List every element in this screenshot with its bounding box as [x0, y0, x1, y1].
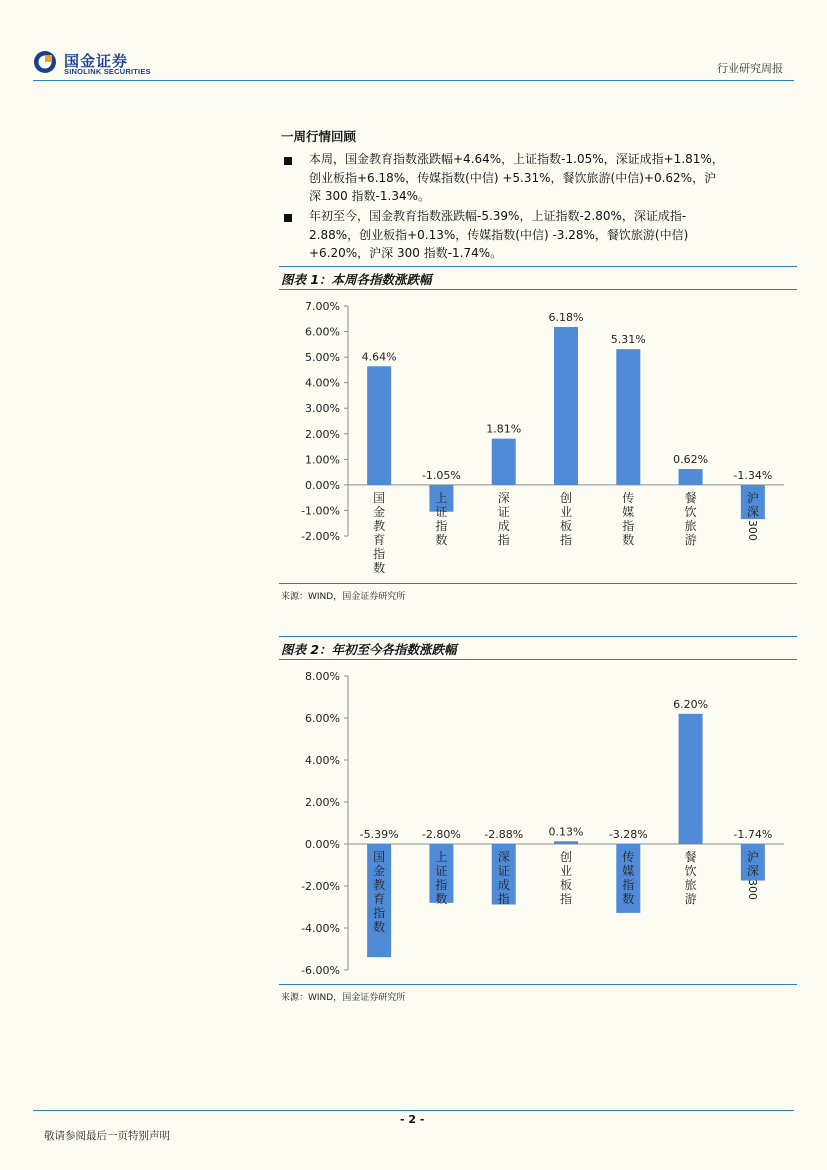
x-category-char: 餐	[684, 490, 697, 505]
x-category-char: 指	[373, 546, 386, 561]
x-category-number: 300	[745, 519, 759, 541]
x-category-char: 数	[622, 892, 635, 906]
x-category-char: 证	[435, 864, 448, 878]
x-category-label	[685, 490, 697, 547]
paragraph-ytd	[309, 207, 789, 263]
x-category-char: 饮	[684, 504, 697, 519]
x-category-char: 游	[684, 892, 697, 906]
figure-1-title-rule	[279, 289, 797, 290]
x-category-label	[498, 491, 510, 547]
x-category-char: 餐	[684, 850, 697, 864]
bullet-marker	[284, 214, 292, 222]
logo-text-cn: 国金证券	[64, 52, 129, 70]
x-category-char: 媒	[622, 504, 635, 519]
x-category-char: 国	[373, 490, 386, 505]
figure-1-title: 图表 1：本周各指数涨跌幅	[281, 272, 432, 287]
data-label: -5.39%	[359, 828, 399, 841]
x-category-char: 游	[684, 532, 697, 547]
x-category-char: 上	[435, 490, 448, 505]
y-tick-label: 7.00%	[305, 300, 340, 313]
report-type-label: 行业研究周报	[717, 62, 783, 75]
chart-weekly-returns	[279, 292, 797, 582]
x-category-char: 创	[559, 490, 573, 505]
logo-icon	[33, 50, 57, 74]
page-number: - 2 -	[400, 1113, 425, 1126]
bar	[616, 349, 640, 485]
data-label: -2.88%	[484, 828, 524, 841]
figure-1-top-rule	[279, 266, 797, 267]
x-category-label	[373, 491, 385, 575]
y-tick-label: -2.00%	[301, 530, 340, 543]
x-category-label	[373, 850, 385, 934]
x-category-char: 深	[497, 490, 510, 505]
x-category-char: 数	[435, 532, 448, 547]
x-category-label	[435, 849, 447, 906]
x-category-char: 旅	[684, 878, 697, 892]
paragraph-line: 年初至今，国金教育指数涨跌幅-5.39%，上证指数-2.80%，深证成指-	[309, 209, 687, 223]
x-category-label	[685, 849, 697, 906]
x-category-char: 指	[622, 518, 635, 533]
x-category-char: 指	[559, 892, 573, 906]
bar	[554, 327, 578, 485]
bar	[367, 366, 391, 485]
x-category-char: 沪	[746, 490, 759, 505]
y-tick-label: 0.00%	[305, 838, 340, 851]
bar	[554, 841, 578, 844]
chart-ytd-returns	[279, 662, 797, 982]
paragraph-line: 2.88%，创业板指+0.13%，传媒指数(中信) -3.28%，餐饮旅游(中信)	[309, 227, 689, 242]
x-category-char: 证	[435, 504, 448, 519]
x-category-label	[622, 490, 634, 547]
x-category-char: 数	[622, 532, 635, 547]
data-label: 5.31%	[610, 333, 646, 347]
x-category-char: 业	[559, 504, 573, 519]
x-category-char: 成	[497, 518, 510, 533]
x-category-char: 指	[435, 518, 448, 533]
x-category-char: 数	[373, 920, 386, 934]
y-tick-label: 2.00%	[305, 427, 340, 441]
data-label: 0.62%	[673, 453, 709, 467]
figure-1-bottom-rule	[279, 583, 797, 584]
y-tick-label: 6.00%	[305, 712, 340, 725]
x-category-char: 指	[559, 532, 573, 547]
y-tick-label: -6.00%	[301, 964, 340, 977]
paragraph-line: 创业板指+6.18%，传媒指数(中信) +5.31%，餐饮旅游(中信)+0.62%，沪	[309, 170, 717, 185]
figure-2-source: 来源：WIND，国金证券研究所	[281, 993, 406, 1003]
x-category-char: 深	[497, 850, 510, 864]
x-category-char: 证	[497, 504, 510, 519]
x-category-char: 数	[373, 560, 386, 575]
x-category-char: 媒	[622, 864, 635, 878]
data-label: -2.80%	[421, 828, 461, 841]
y-tick-label: 5.00%	[305, 351, 340, 365]
bar	[679, 469, 703, 485]
data-label: 1.81%	[486, 422, 522, 436]
y-tick-label: -2.00%	[301, 880, 340, 893]
x-category-char: 教	[373, 518, 386, 533]
x-category-label	[560, 849, 572, 906]
y-tick-label: 8.00%	[305, 670, 340, 683]
x-category-char: 指	[497, 892, 510, 906]
x-category-char: 指	[435, 878, 448, 892]
x-category-char: 沪	[746, 850, 759, 864]
data-label: -1.05%	[421, 468, 461, 482]
x-category-char: 饮	[684, 864, 697, 878]
y-tick-label: 4.00%	[305, 376, 340, 390]
x-category-char: 数	[435, 892, 448, 906]
paragraph-line: 本周，国金教育指数涨跌幅+4.64%，上证指数-1.05%，深证成指+1.81%，	[309, 152, 724, 166]
y-tick-label: 6.00%	[305, 325, 340, 339]
paragraph-line: +6.20%，沪深 300 指数-1.74%。	[309, 246, 503, 260]
x-category-label	[746, 849, 759, 900]
paragraph-line: 深 300 指数-1.34%。	[309, 189, 430, 203]
x-category-char: 板	[559, 518, 573, 533]
x-category-char: 旅	[684, 518, 697, 533]
footer-divider	[33, 1110, 794, 1111]
x-category-number: 300	[745, 879, 759, 900]
x-category-char: 传	[622, 490, 635, 505]
figure-2-top-rule	[279, 636, 797, 637]
y-tick-label: 2.00%	[305, 796, 340, 809]
x-category-char: 金	[373, 864, 386, 878]
data-label: 4.64%	[361, 350, 397, 364]
x-category-label	[435, 490, 447, 547]
x-category-char: 板	[559, 878, 573, 892]
x-category-label	[622, 849, 634, 906]
paragraph-weekly	[309, 150, 789, 206]
x-category-char: 育	[373, 532, 386, 547]
section-title: 一周行情回顾	[281, 129, 357, 144]
x-category-char: 证	[497, 864, 510, 878]
x-category-char: 深	[746, 864, 759, 878]
data-label: -3.28%	[608, 828, 648, 841]
x-category-label	[560, 490, 572, 547]
data-label: -1.34%	[733, 468, 773, 482]
y-tick-label: 1.00%	[305, 453, 340, 467]
header-divider	[33, 80, 794, 81]
x-category-char: 育	[373, 892, 386, 906]
y-tick-label: 3.00%	[305, 402, 340, 416]
figure-1-source: 来源：WIND，国金证券研究所	[281, 592, 406, 602]
data-label: 6.20%	[673, 697, 709, 711]
x-category-char: 深	[746, 504, 759, 519]
bullet-marker	[284, 157, 292, 165]
bar	[492, 439, 516, 485]
x-category-char: 业	[559, 864, 573, 878]
figure-2-bottom-rule	[279, 984, 797, 985]
figure-2-title: 图表 2：年初至今各指数涨跌幅	[281, 642, 457, 657]
x-category-char: 成	[497, 878, 510, 892]
x-category-char: 金	[373, 504, 386, 519]
x-category-char: 传	[622, 850, 635, 864]
y-tick-label: -1.00%	[301, 504, 340, 518]
bar	[679, 714, 703, 844]
data-label: 0.13%	[548, 825, 584, 839]
x-category-label	[498, 850, 510, 906]
y-tick-label: 0.00%	[305, 478, 340, 492]
x-category-char: 教	[373, 878, 386, 892]
disclaimer-text: 敬请参阅最后一页特别声明	[44, 1130, 170, 1142]
x-category-char: 指	[497, 532, 510, 547]
y-tick-label: -4.00%	[301, 922, 340, 935]
logo-text-en: SINOLINK SECURITIES	[64, 67, 151, 76]
x-category-label	[746, 490, 759, 541]
y-tick-label: 4.00%	[305, 754, 340, 767]
figure-2-title-rule	[279, 659, 797, 660]
data-label: -1.74%	[733, 828, 773, 841]
x-category-char: 指	[373, 906, 386, 920]
x-category-char: 指	[622, 878, 635, 892]
x-category-char: 上	[435, 850, 448, 864]
x-category-char: 国	[373, 850, 386, 864]
x-category-char: 创	[559, 850, 573, 864]
data-label: 6.18%	[548, 310, 584, 324]
